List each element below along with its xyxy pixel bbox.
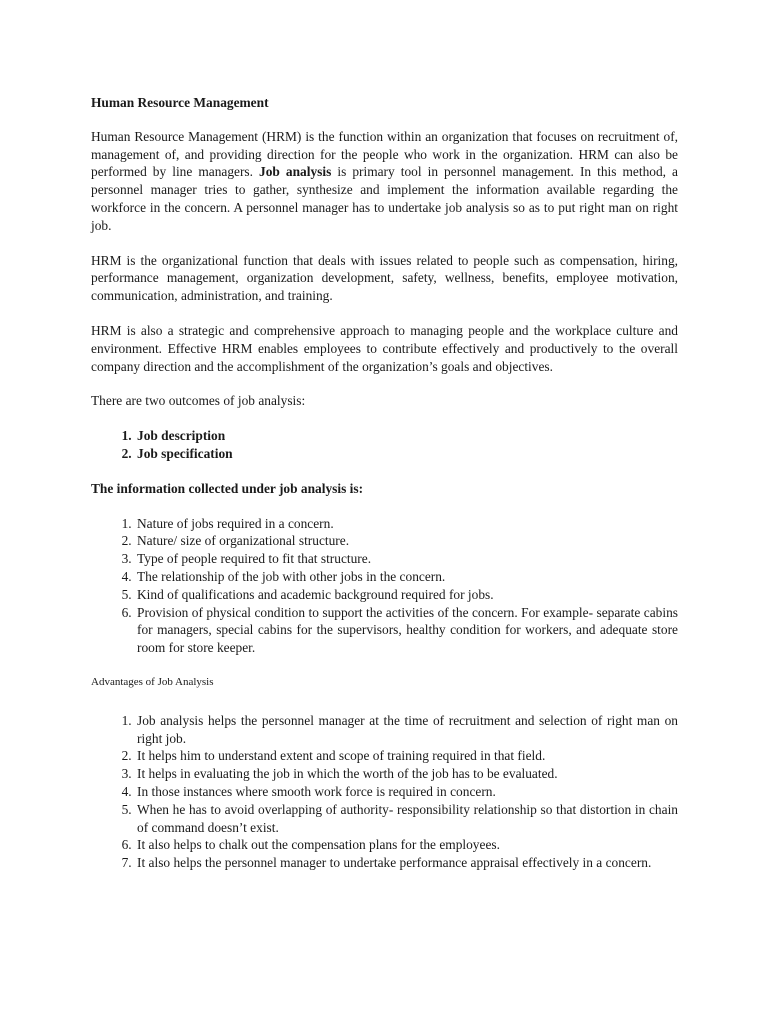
list-item: 2. Job specification	[135, 445, 678, 463]
list-item: 6. It also helps to chalk out the compensation plans for the employees.	[135, 836, 678, 854]
paragraph-hrm-strategy: HRM is also a strategic and comprehensive approach to managing people and the workplace culture and environment. Effective HRM enables employees to contribute effectively and productively to the overall company direction and the accomplishment of the organization’s goals and objectives.	[91, 322, 678, 374]
document-page	[91, 94, 678, 889]
list-item: 6. Provision of physical condition to support the activities of the concern. For example- separate cabins for managers, special cabins for the supervisors, healthy condition for workers, and adequate store room for store keeper.	[135, 604, 678, 657]
info-list	[91, 515, 678, 657]
paragraph-hrm-function: HRM is the organizational function that deals with issues related to people such as compensation, hiring, performance management, organization development, safety, wellness, benefits, employee motivation, communication, administration, and training.	[91, 252, 678, 304]
document-title: Human Resource Management	[91, 95, 269, 110]
list-item: 7. It also helps the personnel manager to undertake performance appraisal effectively in a concern.	[135, 854, 678, 872]
list-item: 3. Type of people required to fit that structure.	[135, 550, 678, 568]
list-item: 4. The relationship of the job with other jobs in the concern.	[135, 568, 678, 586]
outcomes-list	[91, 427, 678, 463]
list-item: 1. Nature of jobs required in a concern.	[135, 515, 678, 533]
paragraph-intro	[91, 128, 678, 235]
list-item: 3. It helps in evaluating the job in which the worth of the job has to be evaluated.	[135, 765, 678, 783]
paragraph-intro-text-cont: is primary tool in personnel management. In this method, a personnel manager tries to gather, synthesize and implement the information available regarding the workforce in the concern. A personnel manager has to undertake job analysis so as to put right man on right job.	[91, 164, 678, 233]
info-heading: The information collected under job analysis is:	[91, 480, 364, 496]
list-item: 5. When he has to avoid overlapping of authority- responsibility relationship so that distortion in chain of command doesn’t exist.	[135, 801, 678, 837]
outcomes-intro: There are two outcomes of job analysis:	[91, 393, 306, 409]
list-item: 2. Nature/ size of organizational structure.	[135, 532, 678, 550]
advantages-list	[91, 712, 678, 872]
advantages-heading: Advantages of Job Analysis	[91, 675, 214, 688]
list-item: 2. It helps him to understand extent and scope of training required in that field.	[135, 747, 678, 765]
list-item: 1. Job analysis helps the personnel manager at the time of recruitment and selection of right man on right job.	[135, 712, 678, 748]
list-item: 1. Job description	[135, 427, 678, 445]
list-item: 5. Kind of qualifications and academic background required for jobs.	[135, 586, 678, 604]
list-item: 4. In those instances where smooth work force is required in concern.	[135, 783, 678, 801]
job-analysis-term: Job analysis	[259, 164, 332, 180]
paragraph-intro-text: Human Resource Management (HRM) is the function within an organization that focuses on recruitment of, management of, and providing direction for the people who work in the organization. HRM can also be performed by line managers.	[91, 128, 678, 180]
